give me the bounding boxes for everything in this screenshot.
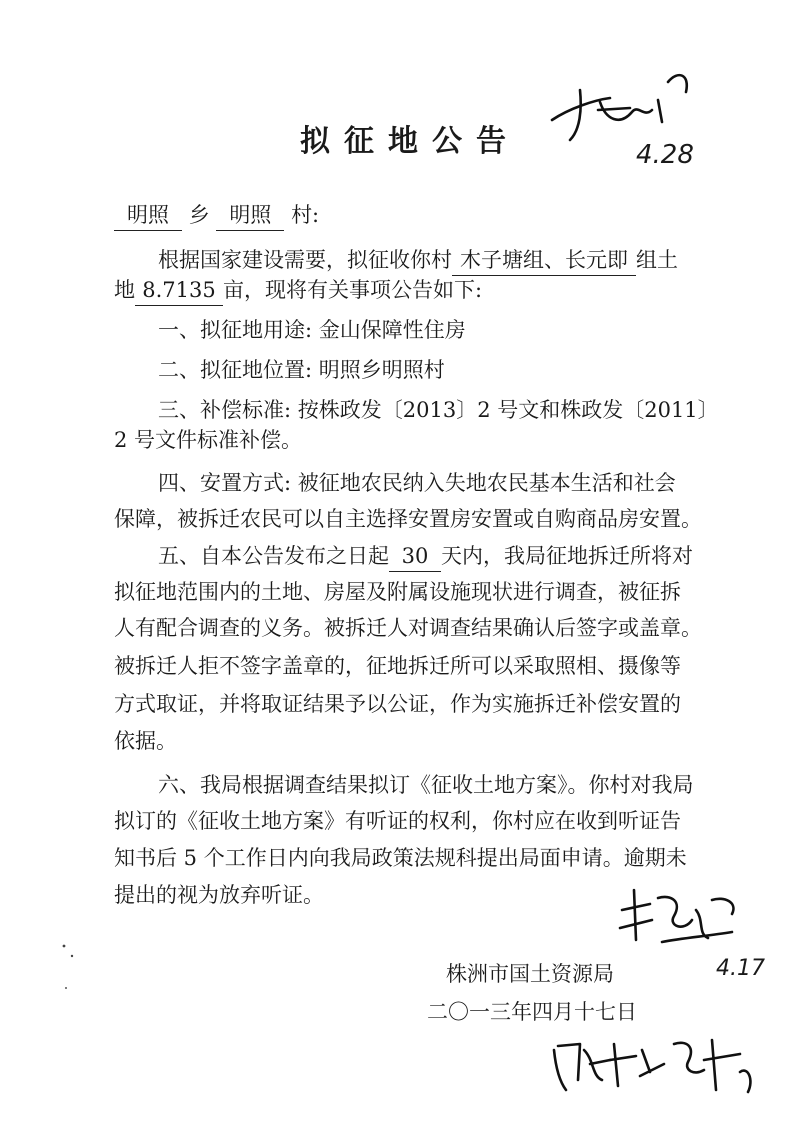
item-survey-1 (158, 541, 748, 572)
village-suffix: 村: (291, 203, 320, 227)
addressee-line (114, 200, 704, 231)
issuer-name: 株洲市国土资源局 (446, 962, 614, 986)
township-suffix: 乡 (188, 203, 210, 227)
item-hearing-2: 拟订的《征收土地方案》有听证的权利，你村应在收到听证告 (114, 809, 681, 833)
intro-suffix: 组土 (636, 248, 678, 272)
area-prefix: 地 (114, 278, 135, 302)
survey-prefix: 五、自本公告发布之日起 (158, 544, 389, 568)
item-compensation-2: 2 号文件标准补偿。 (114, 428, 303, 452)
village-field: 明照 (216, 200, 284, 231)
item-compensation-1: 三、补偿标准: 按株政发〔2013〕2 号文和株政发〔2011〕 (158, 398, 719, 422)
area-field: 8.7135 (135, 275, 223, 306)
groups-field: 木子塘组、长元即 (452, 245, 636, 276)
item-hearing-3: 知书后 5 个工作日内向我局政策法规科提出局面申请。逾期未 (114, 846, 687, 870)
scan-specks (58, 940, 88, 1000)
issue-date: 二〇一三年四月十七日 (427, 1000, 637, 1024)
page-title: 拟征地公告 (300, 124, 520, 159)
area-suffix: 亩，现将有关事项公告如下: (223, 278, 483, 302)
handwritten-signature-bottom (544, 1020, 784, 1110)
item-hearing-4: 提出的视为放弃听证。 (114, 883, 324, 907)
township-field: 明照 (114, 200, 182, 231)
item-survey-4: 被拆迁人拒不签字盖章的，征地拆迁所可以采取照相、摄像等 (114, 654, 681, 678)
survey-days-field: 30 (389, 541, 441, 572)
intro-line-2 (114, 275, 704, 306)
item-resettle-1: 四、安置方式: 被征地农民纳入失地农民基本生活和社会 (158, 471, 676, 495)
item-hearing-1: 六、我局根据调查结果拟订《征收土地方案》。你村对我局 (158, 773, 694, 797)
item-survey-6: 依据。 (114, 729, 177, 753)
intro-line-1 (158, 245, 748, 276)
survey-suffix: 天内，我局征地拆迁所将对 (441, 544, 693, 568)
item-survey-3: 人有配合调查的义务。被拆迁人对调查结果确认后签字或盖章。 (114, 616, 702, 640)
item-survey-5: 方式取证，并将取证结果予以公证，作为实施拆迁补偿安置的 (114, 692, 681, 716)
intro-prefix: 根据国家建设需要，拟征收你村 (158, 248, 452, 272)
item-survey-2: 拟征地范围内的土地、房屋及附属设施现状进行调查，被征拆 (114, 580, 681, 604)
item-location: 二、拟征地位置: 明照乡明照村 (158, 358, 445, 382)
handwritten-date-side: 4.17 (716, 956, 765, 981)
item-resettle-2: 保障，被拆迁农民可以自主选择安置房安置或自购商品房安置。 (114, 507, 702, 531)
handwritten-date-top: 4.28 (636, 140, 694, 170)
item-purpose: 一、拟征地用途: 金山保障性住房 (158, 318, 466, 342)
